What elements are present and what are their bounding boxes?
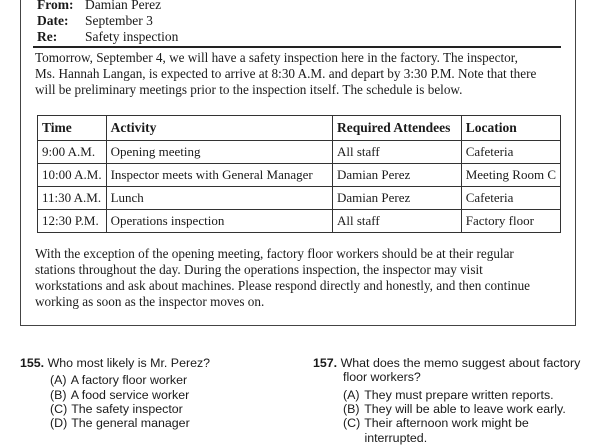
re-value: Safety inspection — [85, 29, 179, 44]
question-number: 155. — [20, 356, 45, 370]
answer-option-a[interactable] — [343, 388, 598, 402]
option-text: A factory floor worker — [70, 373, 188, 388]
answer-option-b[interactable] — [343, 402, 598, 416]
cell-activity: Lunch — [106, 187, 332, 210]
intro-line: Tomorrow, September 4, we will have a safety inspection here in the factory. The inspector, — [35, 50, 518, 65]
option-text: interrupted. — [364, 430, 428, 445]
cell-attendees: All staff — [332, 141, 461, 164]
memo-closing-paragraph — [35, 246, 555, 310]
date-value: September 3 — [85, 13, 153, 28]
option-letter: (D) — [50, 416, 68, 431]
date-label: Date: — [37, 13, 69, 28]
answer-options — [343, 388, 598, 445]
option-letter: (B) — [50, 387, 67, 402]
closing-line: With the exception of the opening meeting, factory floor workers should be at their regular — [35, 246, 514, 261]
cell-location: Cafeteria — [461, 141, 560, 164]
answer-option-c-continued — [343, 431, 598, 445]
memo-from — [37, 0, 161, 13]
cell-activity: Operations inspection — [106, 210, 332, 233]
memo-re — [37, 29, 178, 45]
option-text: They must prepare written reports. — [364, 387, 554, 402]
table-row — [38, 210, 561, 233]
memo-box — [20, 0, 576, 326]
table-row — [38, 164, 561, 187]
answer-option-b[interactable] — [50, 388, 280, 402]
option-text: Their afternoon work might be — [364, 416, 529, 431]
question-stem: Who most likely is Mr. Perez? — [47, 356, 211, 370]
cell-attendees: Damian Perez — [332, 164, 461, 187]
closing-line: stations throughout the day. During the operations inspection, the inspector may visit — [35, 262, 483, 277]
answer-option-a[interactable] — [50, 373, 280, 387]
option-letter: (B) — [343, 402, 360, 417]
cell-time: 12:30 P.M. — [38, 210, 107, 233]
question-155 — [20, 356, 280, 431]
intro-line: Ms. Hannah Langan, is expected to arrive at 8:30 A.M. and depart by 3:30 P.M. Note that there — [35, 66, 537, 81]
closing-line: workstations and ask about machines. Please respond directly and honestly, and then continue — [35, 278, 531, 293]
schedule-table — [37, 115, 561, 233]
answer-option-d[interactable] — [50, 416, 280, 430]
cell-activity: Inspector meets with General Manager — [106, 164, 332, 187]
option-letter: (A) — [50, 373, 67, 388]
option-text: They will be able to leave work early. — [364, 402, 566, 417]
cell-attendees: All staff — [332, 210, 461, 233]
question-stem: What does the memo suggest about factory — [340, 356, 581, 370]
memo-intro-paragraph — [35, 50, 555, 98]
re-label: Re: — [37, 29, 58, 44]
answer-options — [50, 373, 280, 430]
cell-attendees: Damian Perez — [332, 187, 461, 210]
cell-time: 9:00 A.M. — [38, 141, 107, 164]
table-row — [38, 141, 561, 164]
col-header-activity: Activity — [106, 116, 332, 141]
option-letter: (C) — [50, 402, 68, 416]
question-number: 157. — [313, 356, 338, 370]
answer-option-c[interactable] — [343, 416, 598, 430]
option-letter: (C) — [343, 416, 361, 431]
cell-location: Meeting Room C — [461, 164, 560, 187]
col-header-attendees: Required Attendees — [332, 116, 461, 141]
answer-option-c[interactable] — [50, 402, 280, 416]
from-value: Damian Perez — [85, 0, 162, 12]
option-text: A food service worker — [70, 387, 190, 402]
option-letter: (A) — [343, 387, 360, 402]
intro-line: will be preliminary meetings prior to the inspection itself. The schedule is below. — [35, 82, 463, 97]
cell-time: 10:00 A.M. — [38, 164, 107, 187]
question-stem-continued: floor workers? — [343, 370, 421, 385]
from-label: From: — [37, 0, 74, 12]
table-row — [38, 187, 561, 210]
closing-line: working as soon as the inspector moves on. — [35, 294, 265, 309]
schedule-header-row — [38, 116, 561, 141]
memo-date — [37, 13, 153, 29]
option-text: The safety inspector — [71, 402, 183, 416]
option-text: The general manager — [71, 416, 190, 431]
col-header-location: Location — [461, 116, 560, 141]
cell-location: Factory floor — [461, 210, 560, 233]
header-divider — [33, 46, 561, 48]
cell-activity: Opening meeting — [106, 141, 332, 164]
cell-location: Cafeteria — [461, 187, 560, 210]
question-157 — [313, 356, 598, 445]
col-header-time: Time — [38, 116, 107, 141]
cell-time: 11:30 A.M. — [38, 187, 107, 210]
